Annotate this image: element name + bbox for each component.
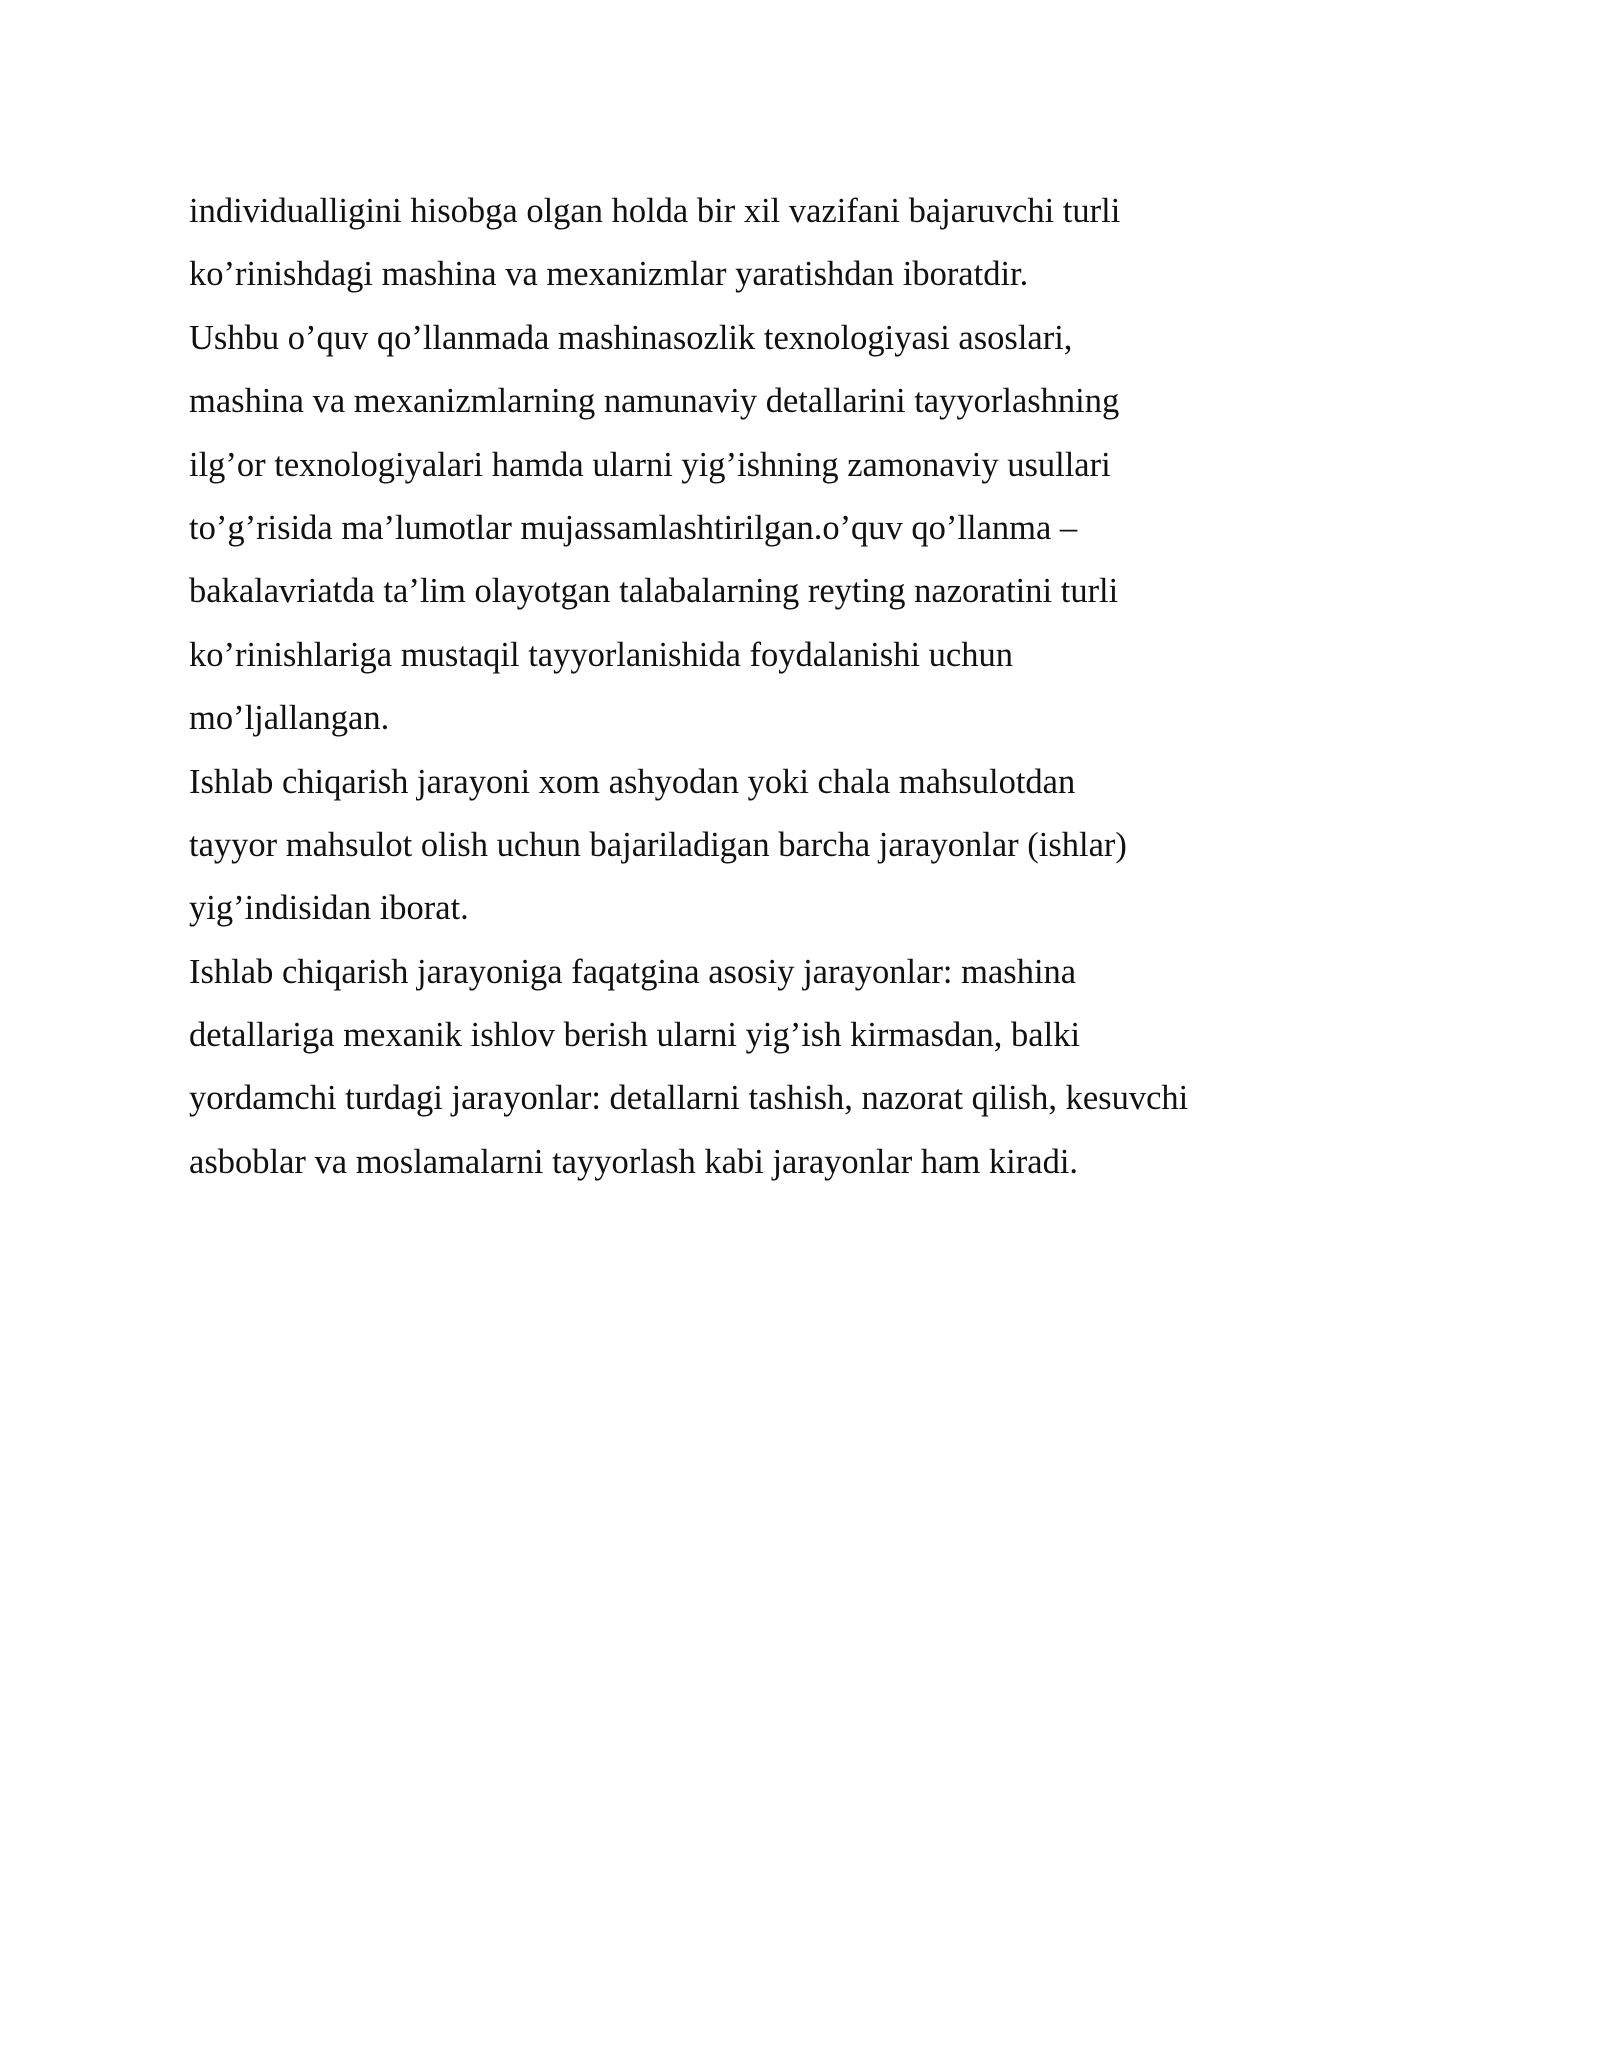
text-line: tayyor mahsulot olish uchun bajariladigan barcha jarayonlar (ishlar)	[189, 825, 1127, 864]
text-line: yordamchi turdagi jarayonlar: detallarni tashish, nazorat qilish, kesuvchi	[189, 1079, 1189, 1118]
text-line: mo’ljallangan.	[189, 699, 390, 738]
text-line: individualligini hisobga olgan holda bir xil vazifani bajaruvchi turli	[189, 192, 1121, 230]
text-line: ko’rinishlariga mustaqil tayyorlanishida foydalanishi uchun	[189, 635, 1013, 674]
text-line: Ishlab chiqarish jarayoniga faqatgina asosiy jarayonlar: mashina	[189, 952, 1077, 991]
text-line: ko’rinishdagi mashina va mexanizmlar yaratishdan iboratdir.	[189, 255, 1029, 294]
text-line: mashina va mexanizmlarning namunaviy detallarini tayyorlashning	[189, 382, 1120, 421]
text-line: Ushbu o’quv qo’llanmada mashinasozlik texnologiyasi asoslari,	[189, 318, 1073, 357]
text-line: to’g’risida ma’lumotlar mujassamlashtirilgan.o’quv qo’llanma –	[189, 508, 1078, 547]
text-line: ilg’or texnologiyalari hamda ularni yig’ishning zamonaviy usullari	[189, 445, 1111, 484]
text-line: asboblar va moslamalarni tayyorlash kabi jarayonlar ham kiradi.	[189, 1142, 1079, 1181]
text-line: Ishlab chiqarish jarayoni xom ashyodan yoki chala mahsulotdan	[189, 762, 1076, 801]
document-text-body	[189, 180, 1449, 1194]
text-line: detallariga mexanik ishlov berish ularni yig’ish kirmasdan, balki	[189, 1016, 1081, 1055]
text-line: yig’indisidan iborat.	[189, 889, 469, 928]
text-line: bakalavriatda ta’lim olayotgan talabalarning reyting nazoratini turli	[189, 572, 1119, 611]
